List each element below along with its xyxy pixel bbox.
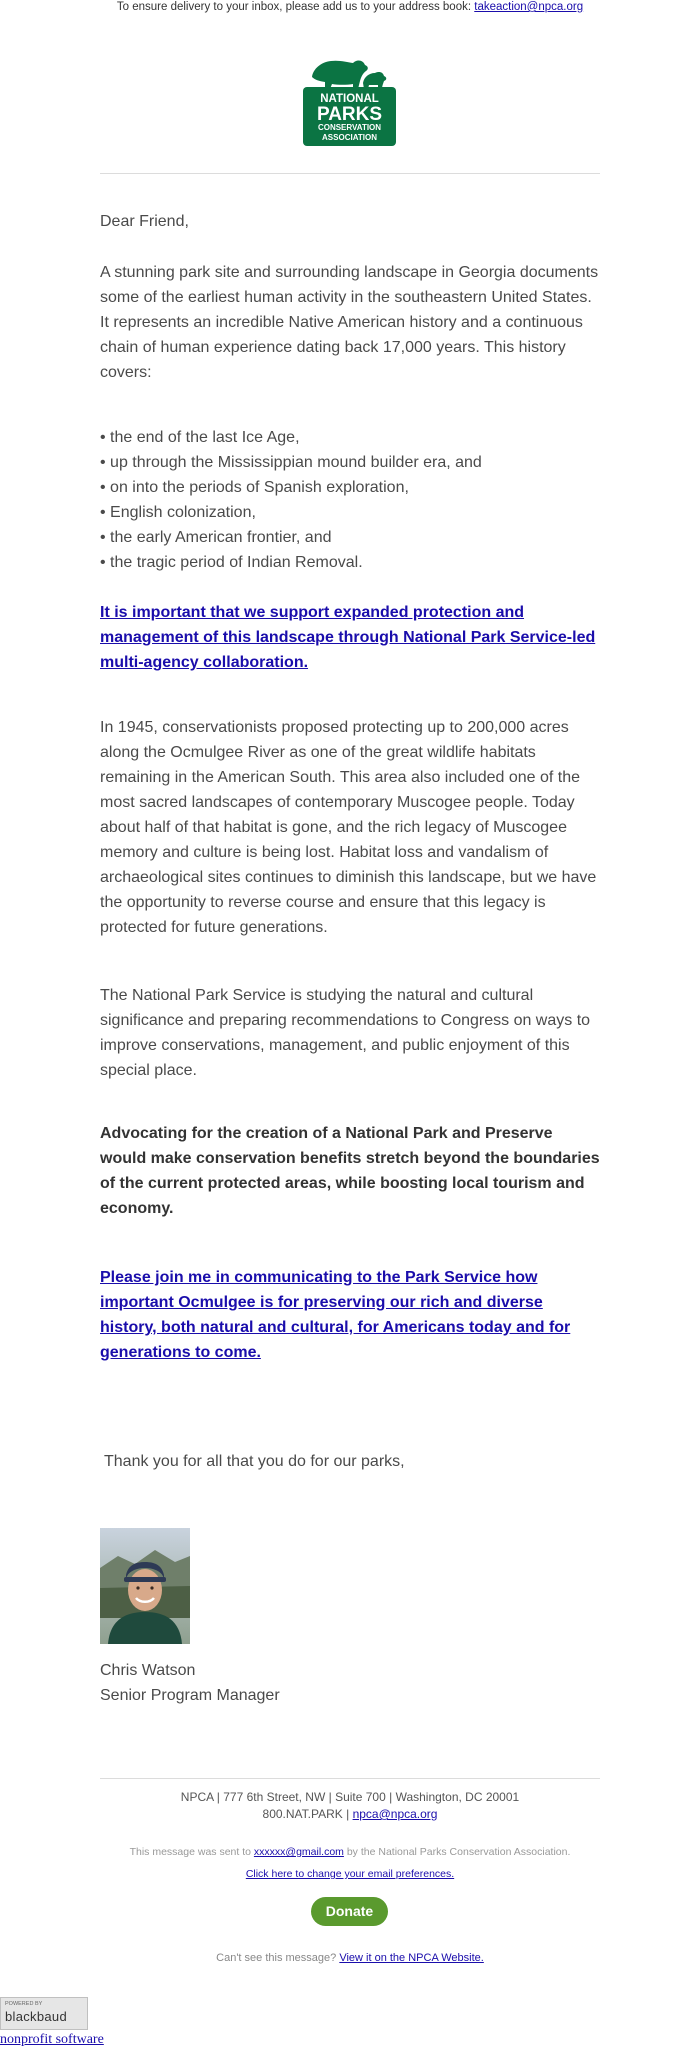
- history-1945-paragraph: [100, 715, 600, 940]
- footer-contact-line: [100, 1806, 600, 1823]
- thanks-line: [104, 1449, 604, 1474]
- logo-conservation: CONSERVATION: [317, 123, 382, 132]
- preferences-block: [100, 1864, 600, 1882]
- footer-address: NPCA | 777 6th Street, NW | Suite 700 | Washington, DC 20001: [180, 1790, 520, 1804]
- mother-bear-icon: [312, 61, 368, 89]
- signer-photo: [100, 1528, 190, 1644]
- advocacy-text: Advocating for the creation of a National Park and Preserve would make conservation benefits stretch beyond the boundaries of the current protected areas, while boosting local tourism and economy.: [100, 1125, 600, 1217]
- email-preferences-link[interactable]: Click here to change your email preferences.: [245, 1868, 455, 1880]
- list-item: • the tragic period of Indian Removal.: [100, 554, 363, 571]
- header-divider: [100, 173, 600, 174]
- powered-by-label: POWERED BY: [5, 2001, 43, 2007]
- nps-text: The National Park Service is studying the natural and cultural significance and preparing recommendations to Congress on ways to improve conservations, management, and public enjoyment of this special place.: [100, 987, 591, 1079]
- blackbaud-badge[interactable]: [0, 1997, 88, 2030]
- delivery-note-text: To ensure delivery to your inbox, please add us to your address book:: [116, 1, 472, 13]
- donate-button[interactable]: Donate: [311, 1897, 388, 1926]
- thanks-text: Thank you for all that you do for our parks,: [104, 1453, 405, 1470]
- footer-address-block: [100, 1789, 600, 1823]
- cant-see-text: Can't see this message?: [216, 1952, 337, 1964]
- view-website-link[interactable]: View it on the NPCA Website.: [339, 1952, 484, 1964]
- footer-divider: [100, 1778, 600, 1779]
- recipient-email-link[interactable]: xxxxxx@gmail.com: [253, 1846, 344, 1858]
- signer-title: Senior Program Manager: [100, 1687, 280, 1704]
- logo-parks: PARKS: [316, 104, 383, 125]
- sent-suffix: by the National Parks Conservation Association.: [346, 1846, 571, 1858]
- list-item: • on into the periods of Spanish exploration,: [100, 479, 409, 496]
- nonprofit-software-link[interactable]: nonprofit software: [0, 2032, 104, 2047]
- footer-phone: 800.NAT.PARK |: [262, 1807, 350, 1821]
- signer-name: Chris Watson: [100, 1662, 196, 1679]
- intro-text: A stunning park site and surrounding landscape in Georgia documents some of the earliest human activity in the southeastern United States. It represents an incredible Native American history and a continuous chain of human experience dating back 17,000 years. This history covers:: [100, 264, 599, 381]
- npca-logo[interactable]: [303, 50, 396, 146]
- list-item: • the early American frontier, and: [100, 529, 332, 546]
- intro-paragraph: [100, 260, 600, 385]
- history-1945-text: In 1945, conservationists proposed protecting up to 200,000 acres along the Ocmulgee River as one of the great wildlife habitats remaining in the American South. This area also included one of the most sacred landscapes of contemporary Muscogee people. Today about half of that habitat is gone, and the rich legacy of Muscogee memory and culture is being lost. Habitat loss and vandalism of archaeological sites continues to diminish this landscape, but we have the opportunity to reverse course and ensure that this legacy is protected for future generations.: [100, 719, 597, 936]
- cub-bear-icon: [363, 72, 386, 89]
- support-protection-link[interactable]: It is important that we support expanded protection and management of this landscape through National Park Service-led multi-agency collaboration.: [100, 604, 596, 671]
- view-online-note: [100, 1952, 600, 1964]
- greeting-text: Dear Friend,: [100, 213, 189, 230]
- signature-block: [100, 1658, 600, 1708]
- delivery-note: [0, 0, 700, 14]
- sent-to-note: [100, 1845, 600, 1859]
- blackbaud-wordmark: blackbaud: [5, 2009, 67, 2024]
- list-item: • the end of the last Ice Age,: [100, 429, 300, 446]
- logo-national: NATIONAL: [320, 93, 379, 105]
- join-communicating-link[interactable]: Please join me in communicating to the Park Service how important Ocmulgee is for preserving our rich and diverse history, both natural and cultural, for Americans today and for generations to come.: [100, 1269, 571, 1361]
- support-link-block: [100, 600, 600, 675]
- list-item: • up through the Mississippian mound builder era, and: [100, 454, 482, 471]
- sent-prefix: This message was sent to: [129, 1846, 251, 1858]
- greeting: [100, 209, 600, 234]
- list-item: • English colonization,: [100, 504, 256, 521]
- logo-association: ASSOCIATION: [322, 133, 377, 142]
- advocacy-paragraph: [100, 1121, 600, 1221]
- nps-paragraph: [100, 983, 600, 1083]
- footer-email-link[interactable]: npca@npca.org: [352, 1807, 438, 1821]
- history-list: [100, 425, 600, 575]
- join-link-block: [100, 1265, 600, 1365]
- address-book-email-link[interactable]: takeaction@npca.org: [474, 1, 584, 13]
